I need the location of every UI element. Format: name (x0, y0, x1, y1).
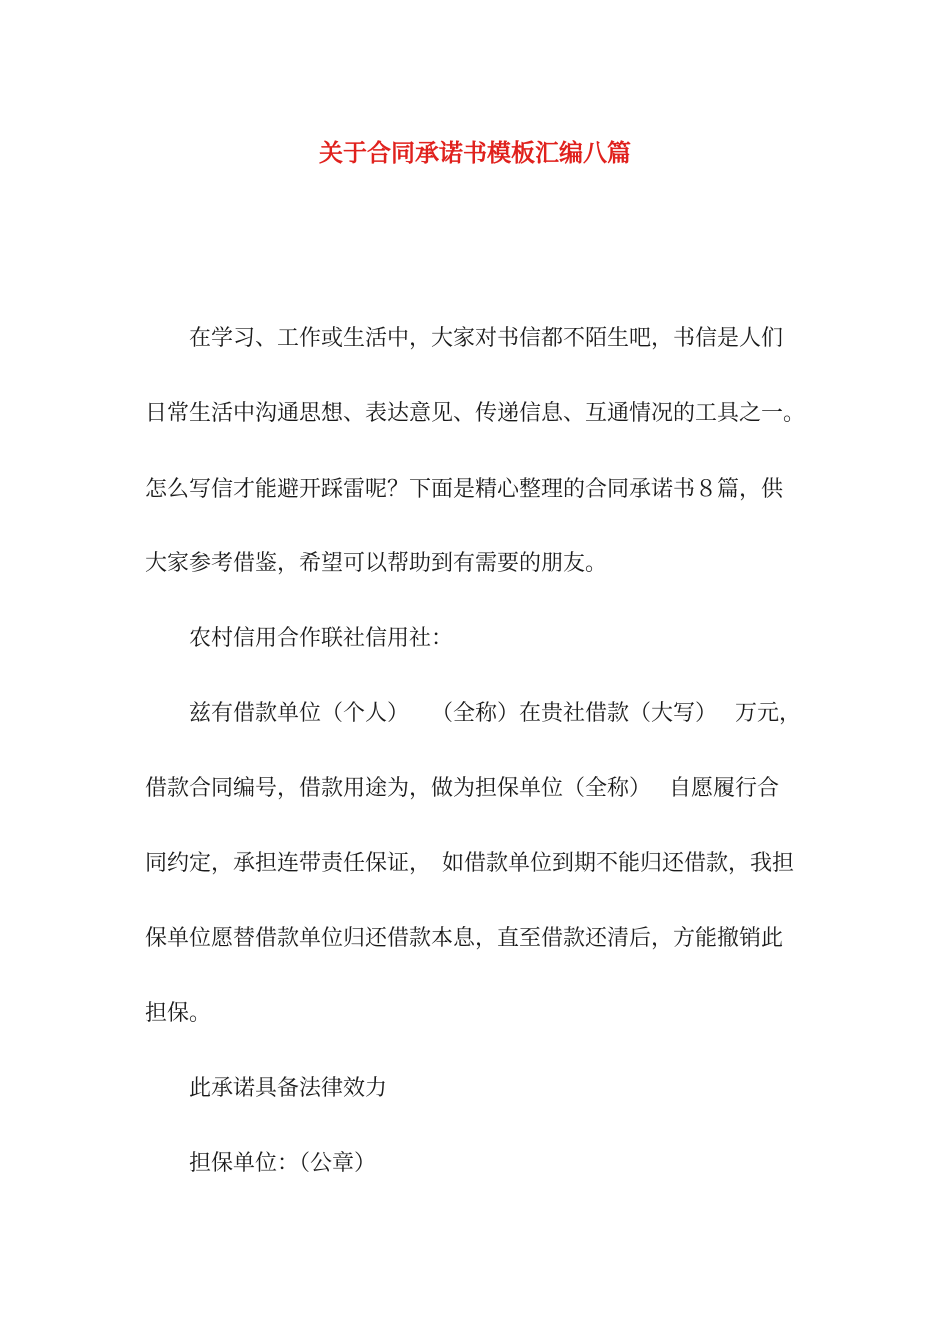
paragraph-line: 日常生活中沟通思想、表达意见、传递信息、互通情况的工具之一。 (145, 401, 806, 426)
paragraph-line: 借款合同编号，借款用途为，做为担保单位（全称） 自愿履行合 (145, 776, 779, 801)
paragraph-line: 兹有借款单位（个人） （全称）在贵社借款（大写） 万元， (189, 701, 801, 726)
paragraph-line: 大家参考借鉴，希望可以帮助到有需要的朋友。 (145, 551, 608, 576)
paragraph-line: 怎么写信才能避开踩雷呢？下面是精心整理的合同承诺书８篇，供 (145, 477, 784, 502)
paragraph-line: 保单位愿替借款单位归还借款本息，直至借款还清后，方能撤销此 (145, 926, 784, 951)
document-title: 关于合同承诺书模板汇编八篇 (319, 139, 631, 167)
salutation-line: 农村信用合作联社信用社： (189, 626, 454, 651)
statement-line: 此承诺具备法律效力 (189, 1076, 388, 1101)
signature-line: 担保单位：（公章） (189, 1151, 377, 1176)
paragraph-line: 担保。 (145, 1001, 212, 1026)
paragraph-line: 在学习、工作或生活中，大家对书信都不陌生吧，书信是人们 (189, 326, 784, 351)
paragraph-line: 同约定，承担连带责任保证， 如借款单位到期不能归还借款，我担 (145, 851, 795, 876)
